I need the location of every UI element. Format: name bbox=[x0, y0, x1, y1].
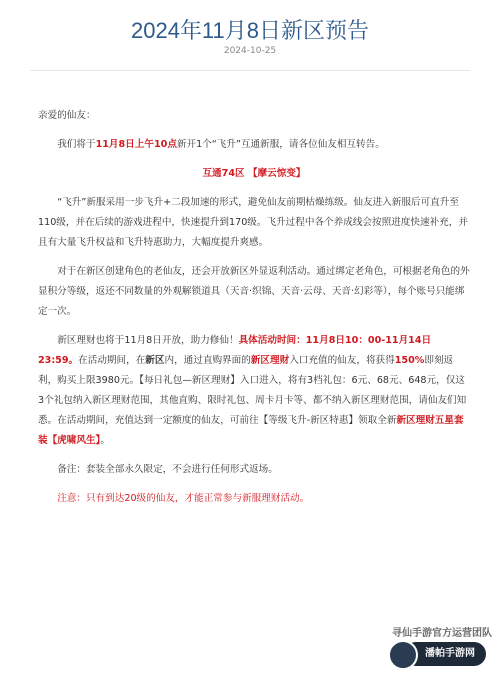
finance-s5: 内，通过直购界面的 bbox=[164, 355, 251, 366]
page-title: 2024年11月8日新区预告 bbox=[130, 18, 369, 43]
finance-s11: 。 bbox=[100, 435, 110, 446]
watermark-emblem-icon bbox=[388, 640, 418, 670]
warning-paragraph: 注意：只有到达20级的仙友，才能正常参与新服理财活动。 bbox=[57, 493, 310, 504]
server-name: 互通74区 【摩云惊变】 bbox=[202, 168, 306, 179]
watermark bbox=[374, 616, 494, 676]
finance-new-zone: 新区 bbox=[145, 355, 165, 366]
note-paragraph: 备注：套装全部永久限定，不会进行任何形式返场。 bbox=[57, 464, 278, 475]
finance-s7: 入口充值的仙友，将获得 bbox=[289, 355, 395, 366]
watermark-text: 寻仙手游官方运营团队 bbox=[392, 628, 492, 639]
five-star-suit: 新区理财五星套装【虎啸风生】 bbox=[38, 415, 464, 446]
publish-date: 2024-10-25 bbox=[223, 46, 277, 56]
feisheng-paragraph: “飞升”新服采用一步飞升+二段加速的形式，避免仙友前期枯燥练级。仙友进入新服后可直升至110级，并在后续的游戏进程中，快速提升到170级。飞升过程中各个养成线会按照进度快速补充，并且有大量飞升权益和飞升特惠助力，大幅度提升爽感。 bbox=[38, 197, 468, 248]
intro-pre: 我们将于 bbox=[57, 139, 96, 150]
intro-post: 新开1个“飞升”互通新服，请各位仙友相互转告。 bbox=[176, 139, 385, 150]
launch-time: 11月8日上午10点 bbox=[95, 139, 177, 150]
article-body bbox=[38, 106, 470, 518]
finance-entry: 新区理财 bbox=[250, 355, 290, 366]
rebate-percent: 150% bbox=[394, 355, 425, 366]
finance-s3: 在活动期间，在 bbox=[78, 355, 146, 366]
finance-s1: 新区理财也将于11月8日开放，助力修仙！ bbox=[57, 335, 239, 346]
finance-s9: 即刻返利，购买上限3980元。【每日礼包—新区理财】入口进入，将有3档礼包：6元、68元、648元，仅这3个礼包纳入新区理财范围，其他直购、限时礼包、周卡月卡等、都不纳入新区理财范围，请仙友们知悉。在活动期间，充值达到一定额度的仙友，可前往【等级飞升-新区特惠】领取全新 bbox=[38, 355, 467, 426]
activity-time: 具体活动时间：11月8日10：00-11月14日23:59。 bbox=[38, 335, 432, 366]
finance-paragraph bbox=[38, 331, 470, 451]
intro-paragraph bbox=[38, 135, 470, 155]
watermark-logo: 潘帕手游网 bbox=[404, 642, 486, 666]
veteran-paragraph: 对于在新区创建角色的老仙友，还会开放新区外显返利活动。通过绑定老角色，可根据老角色的外显积分等级，返还不同数量的外观解锁道具（天音·织锦、天音·云母、天音·幻彩等），每个账号只能绑定一次。 bbox=[38, 266, 470, 317]
greeting: 亲爱的仙友： bbox=[38, 110, 96, 121]
title-divider bbox=[30, 70, 470, 71]
